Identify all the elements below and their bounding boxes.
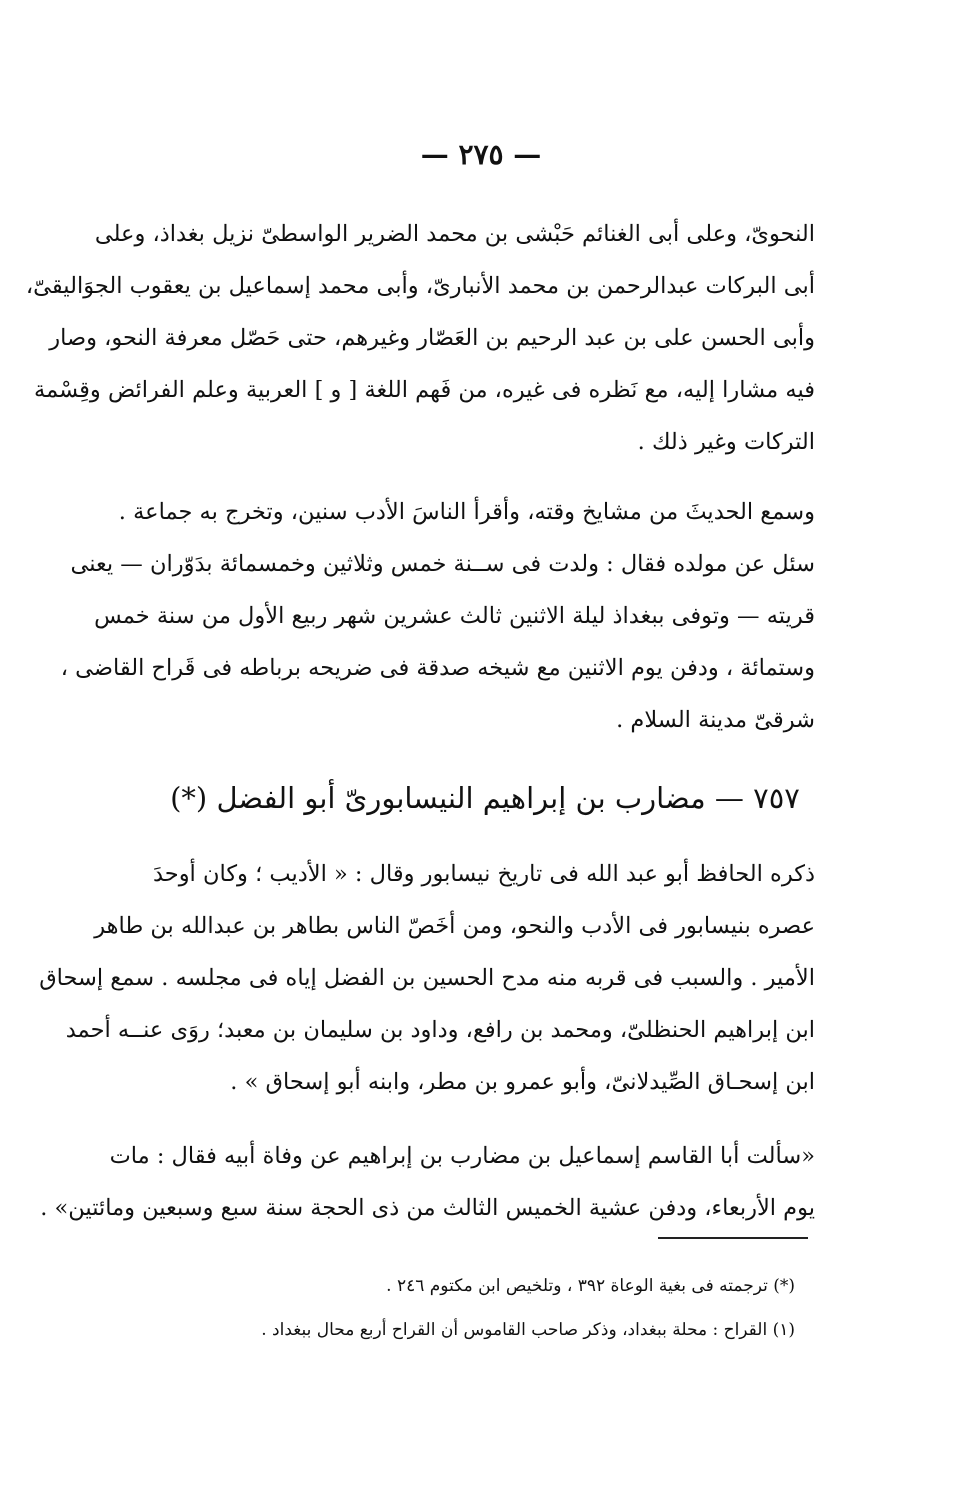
text-line: يوم الأربعاء، ودفن عشية الخميس الثالث من ذى الحجة سنة سبع وسبعين ومائتين» . bbox=[40, 1195, 815, 1221]
text-line: أبى البركات عبدالرحمن بن محمد الأنبارىّ، وأبى محمد إسماعيل بن يعقوب الجوَاليقىّ، bbox=[25, 273, 815, 299]
footnotes bbox=[155, 1264, 795, 1352]
text-line: فيه مشارا إليه، مع نَظره فى غيره، من فَهم اللغة [ و ] العربية وعلم الفرائض وقِسْمة bbox=[34, 377, 815, 403]
text-line: وأبى الحسن على بن عبد الرحيم بن العَصّار وغيرهم، حتى حَصّل معرفة النحو، وصار bbox=[49, 325, 815, 351]
text-line: الأمير . والسبب فى قربه منه مدح الحسين بن الفضل إياه فى مجلسه . سمع إسحاق bbox=[39, 965, 815, 991]
paragraph-3 bbox=[39, 848, 815, 1108]
footnote: (*) ترجمته فى بغية الوعاة ٣٩٢ ، وتلخيص ابن مكتوم ٢٤٦ . bbox=[386, 1276, 795, 1296]
footnote: (١) القراح : محلة ببغداد، وذكر صاحب القاموس أن القراح أربع محال ببغداد . bbox=[261, 1320, 795, 1340]
text-line: «سألت أبا القاسم إسماعيل بن مضارب بن إبراهيم عن وفاة أبيه فقال : مات bbox=[109, 1143, 815, 1169]
text-line: النحوىّ، وعلى أبى الغنائم حَبْشى بن محمد الضرير الواسطىّ نزيل بغداذ، وعلى bbox=[94, 221, 815, 247]
paragraph-1 bbox=[25, 208, 815, 468]
paragraph-2 bbox=[60, 486, 815, 746]
text-line: سئل عن مولده فقال : ولدت فى ســنة خمس وثلاثين وخمسمائة بدَوّران — يعنى bbox=[70, 551, 815, 577]
text-line: شرقىّ مدينة السلام . bbox=[616, 707, 815, 733]
text-line: وسمع الحديثَ من مشايخ وقته، وأقرأ الناسَ الأدب سنين، وتخرج به جماعة . bbox=[118, 499, 815, 525]
text-line: التركات وغير ذلك . bbox=[637, 429, 815, 455]
text-line: وستمائة ، ودفن يوم الاثنين مع شيخه صدقة فى ضريحه برباطه فى قَراح القاضى ، bbox=[60, 655, 815, 681]
text-line: ذكره الحافظ أبو عبد الله فى تاريخ نيسابور وقال : « الأديب ؛ وكان أوحدَ bbox=[152, 861, 815, 887]
text-line: ابن إبراهيم الحنظلىّ، ومحمد بن رافع، وداود بن سليمان بن معبد؛ روَى عنــه أحمد bbox=[65, 1017, 815, 1043]
text-line: ابن إسحـاق الصِّيدلانىّ، وأبو عمرو بن مطر، وابنه أبو إسحاق » . bbox=[230, 1069, 815, 1095]
footnote-divider bbox=[658, 1237, 808, 1239]
text-line: قريته — وتوفى ببغداذ ليلة الاثنين ثالث عشرين شهر ربيع الأول من سنة خمس bbox=[94, 603, 815, 629]
entry-heading: ٧٥٧ — مضارب بن إبراهيم النيسابورىّ أبو الفضل (*) bbox=[170, 781, 800, 815]
page-number: — ٢٧٥ — bbox=[420, 138, 542, 171]
paragraph-4 bbox=[40, 1130, 815, 1234]
text-line: عصره بنيسابور فى الأدب والنحو، ومن أخَصّ الناس بطاهر بن عبدالله بن طاهر bbox=[94, 913, 815, 939]
